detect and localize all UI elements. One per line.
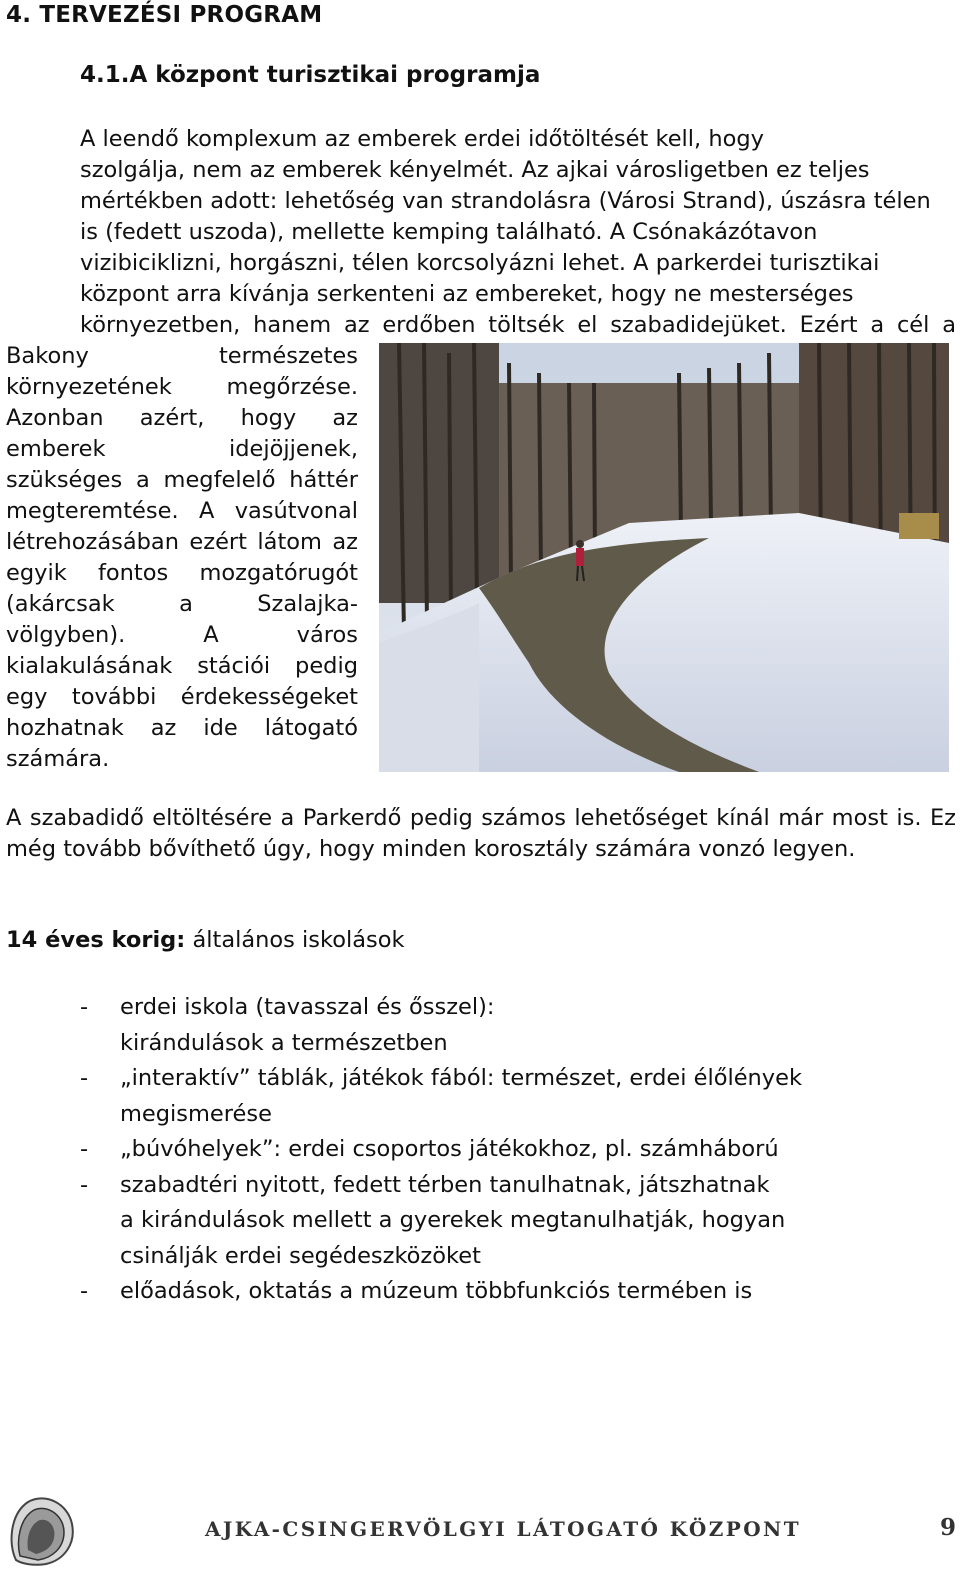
- list-dash: -: [80, 994, 89, 1020]
- float-paragraph: Bakony természetes környezetének megőrzése. Azonban azért, hogy az emberek idejöjjenek, szükséges a megfelelő háttér megteremtése. A vasútvonal létrehozásában ezért látom az egyik fontos mozgatórugót (akárcsak a Szalajka-völgyben). A város kialakulásának stációi pedig egy további érdekességeket hozhatnak az ide látogató számára.: [6, 343, 358, 772]
- list-item: [80, 990, 900, 1061]
- list-item: [80, 1274, 900, 1310]
- list-line: a kirándulások mellett a gyerekek megtanulhatják, hogyan: [120, 1207, 786, 1233]
- intro-line: környezetben, hanem az erdőben töltsék el szabadidejüket. Ezért a cél a: [80, 312, 956, 338]
- list-line: csinálják erdei segédeszközöket: [120, 1242, 481, 1269]
- intro-line: mértékben adott: lehetőség van strandolásra (Városi Strand), úszásra télen: [80, 188, 931, 214]
- intro-line: központ arra kívánja serkenteni az embereket, hogy ne mesterséges: [80, 281, 854, 307]
- activity-list: [80, 990, 900, 1310]
- list-dash: -: [80, 1171, 89, 1198]
- winter-forest-photo: [379, 343, 949, 772]
- list-line: „interaktív” táblák, játékok fából: természet, erdei élőlények: [120, 1065, 802, 1091]
- list-line: „búvóhelyek”: erdei csoportos játékokhoz, pl. számháború: [120, 1136, 779, 1162]
- intro-line: is (fedett uszoda), mellette kemping található. A Csónakázótavon: [80, 219, 818, 245]
- footer-title: AJKA-CSINGERVÖLGYI LÁTOGATÓ KÖZPONT: [205, 1517, 801, 1541]
- list-line: szabadtéri nyitott, fedett térben tanulhatnak, játszhatnak: [120, 1171, 770, 1198]
- list-line: kirándulások a természetben: [120, 1029, 448, 1056]
- list-item: [80, 1168, 900, 1275]
- subsection-heading: 4.1.A központ turisztikai programja: [80, 62, 541, 88]
- age-group-label: 14 éves korig:: [6, 927, 186, 953]
- list-line: előadások, oktatás a múzeum többfunkciós termében is: [120, 1278, 753, 1304]
- intro-line: A leendő komplexum az emberek erdei időtöltését kell, hogy: [80, 126, 764, 152]
- leisure-paragraph: A szabadidő eltöltésére a Parkerdő pedig számos lehetőséget kínál már most is. Ez még tovább bővíthető úgy, hogy minden korosztály számára vonzó legyen.: [6, 805, 956, 862]
- shell-logo-icon: [6, 1494, 76, 1566]
- list-item: [80, 1061, 900, 1132]
- list-dash: -: [80, 1278, 89, 1304]
- intro-line: szolgálja, nem az emberek kényelmét. Az ajkai városligetben ez teljes: [80, 157, 870, 183]
- intro-line: vizibiciklizni, horgászni, télen korcsolyázni lehet. A parkerdei turisztikai: [80, 250, 880, 276]
- list-line: erdei iskola (tavasszal és ősszel):: [120, 994, 495, 1020]
- age-group-desc: általános iskolások: [192, 927, 405, 953]
- page-number: 9: [940, 1514, 957, 1541]
- list-item: [80, 1132, 900, 1168]
- section-heading: 4. TERVEZÉSI PROGRAM: [6, 2, 323, 28]
- age-group-line: [6, 927, 405, 953]
- intro-paragraph: [6, 124, 956, 341]
- list-line: megismerése: [120, 1100, 272, 1127]
- list-dash: -: [80, 1065, 89, 1091]
- list-dash: -: [80, 1136, 89, 1162]
